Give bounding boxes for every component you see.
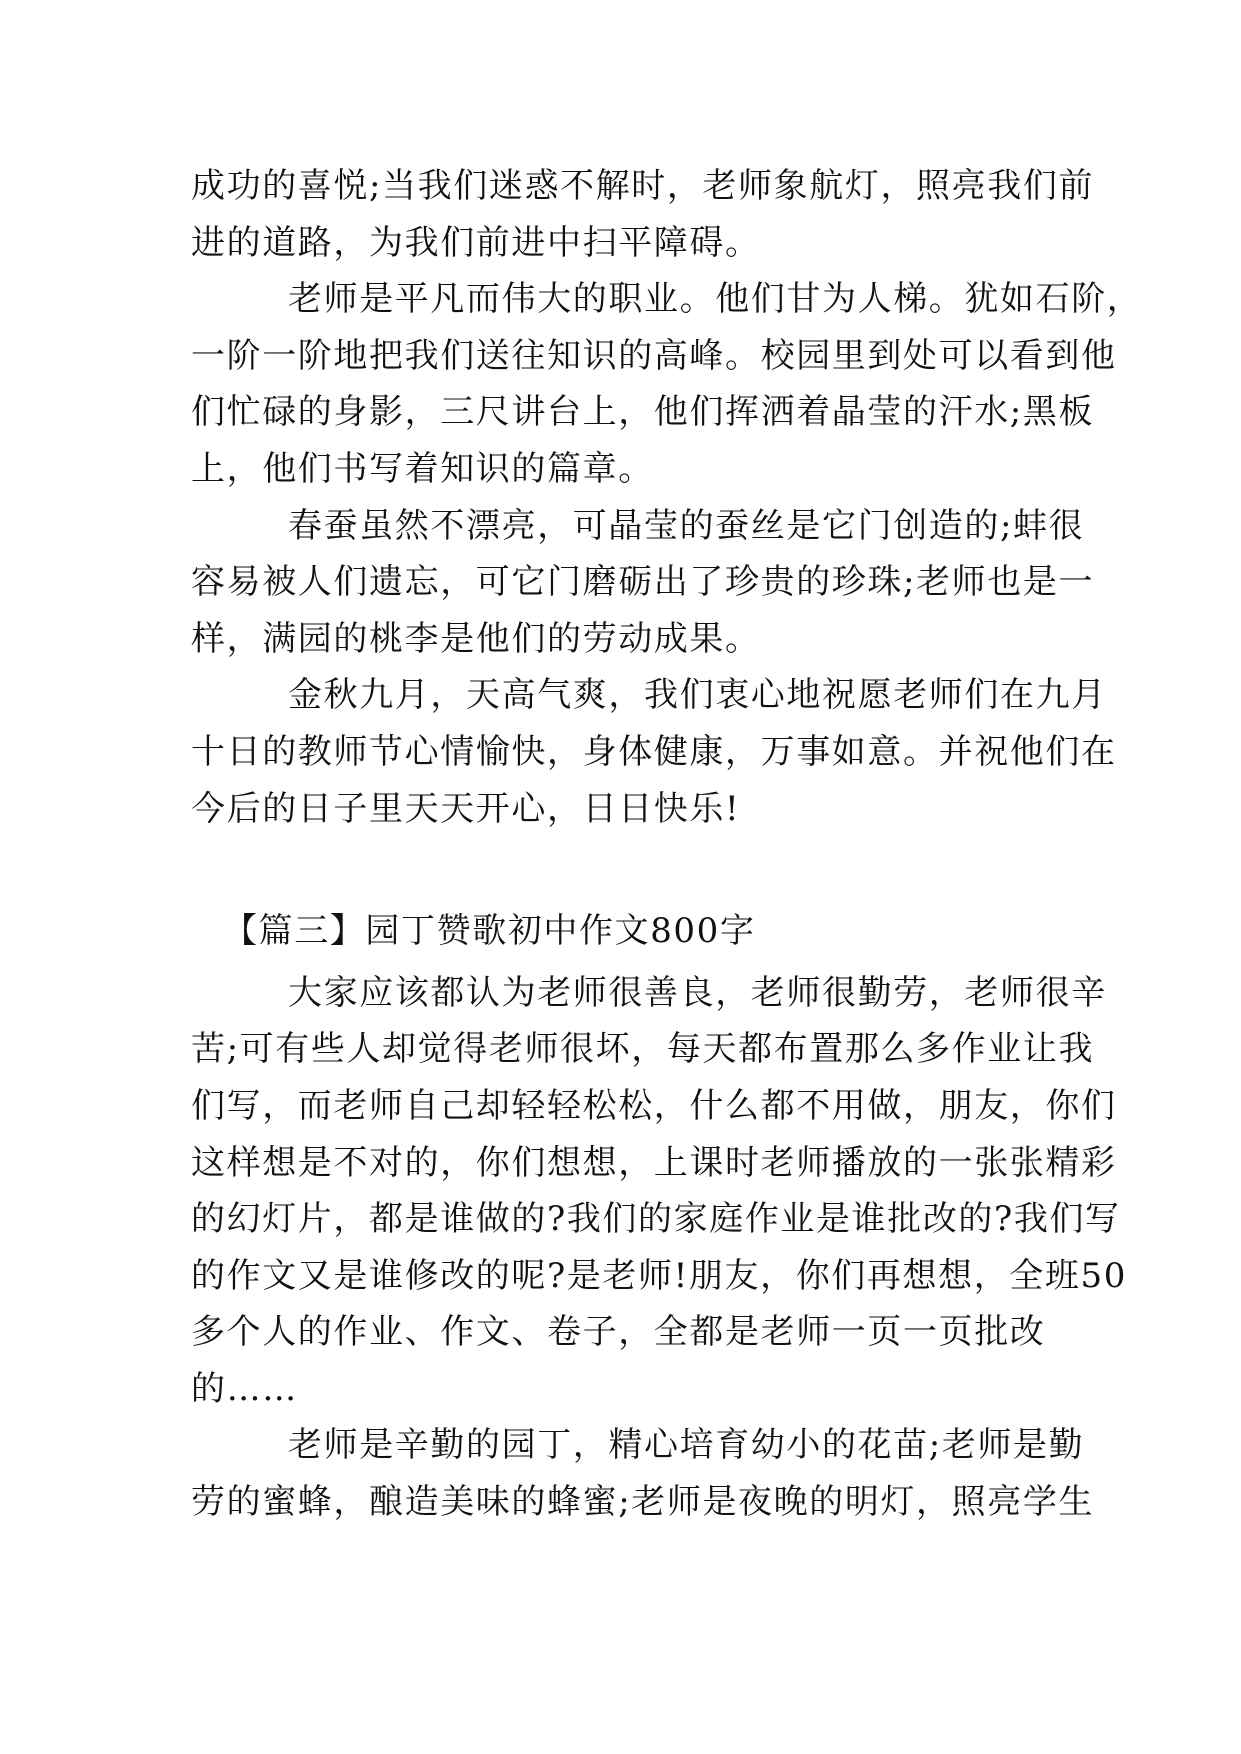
- text-line: 的……: [191, 1368, 298, 1409]
- document-body: [191, 158, 1143, 1531]
- text-line: 们忙碌的身影，三尺讲台上，他们挥洒着晶莹的汗水;黑板: [191, 392, 1095, 433]
- text-line: 苦;可有些人却觉得老师很坏，每天都布置那么多作业让我: [191, 1029, 1095, 1070]
- text-line: 一阶一阶地把我们送往知识的高峰。校园里到处可以看到他: [191, 335, 1117, 376]
- section-heading: 【篇三】园丁赞歌初中作文800字: [223, 911, 756, 952]
- text-line: 多个人的作业、作文、卷子，全都是老师一页一页批改: [191, 1312, 1046, 1353]
- paragraph: [191, 965, 1127, 1418]
- text-line: 成功的喜悦;当我们迷惑不解时，老师象航灯，照亮我们前: [191, 166, 1095, 206]
- text-line: 今后的日子里天天开心，日日快乐!: [191, 788, 741, 829]
- text-line: 春蚕虽然不漂亮，可晶莹的蚕丝是它门创造的;蚌很: [288, 505, 1085, 546]
- paragraph: [191, 271, 1143, 497]
- text-line: 们写，而老师自己却轻轻松松，什么都不用做，朋友，你们: [191, 1085, 1117, 1126]
- text-line: 金秋九月，天高气爽，我们衷心地祝愿老师们在九月: [288, 675, 1107, 716]
- text-line: 这样想是不对的，你们想想，上课时老师播放的一张张精彩: [191, 1142, 1117, 1183]
- text-line: 上，他们书写着知识的篇章。: [191, 448, 654, 489]
- text-line: 大家应该都认为老师很善良，老师很勤劳，老师很辛: [288, 972, 1107, 1013]
- paragraph: [191, 158, 1095, 271]
- text-line: 进的道路，为我们前进中扫平障碍。: [191, 222, 761, 263]
- paragraph: [191, 1417, 1095, 1530]
- text-line: 样，满园的桃李是他们的劳动成果。: [191, 618, 761, 659]
- paragraph: [191, 667, 1117, 837]
- text-line: 老师是平凡而伟大的职业。他们甘为人梯。犹如石阶，: [288, 279, 1143, 320]
- paragraph: [191, 498, 1095, 668]
- text-line: 的幻灯片，都是谁做的?我们的家庭作业是谁批改的?我们写: [191, 1199, 1121, 1240]
- text-line: 劳的蜜蜂，酿造美味的蜂蜜;老师是夜晚的明灯，照亮学生: [191, 1482, 1095, 1523]
- text-line: 十日的教师节心情愉快，身体健康，万事如意。并祝他们在: [191, 731, 1117, 772]
- text-line: 老师是辛勤的园丁，精心培育幼小的花苗;老师是勤: [288, 1425, 1085, 1466]
- text-line: 的作文又是谁修改的呢?是老师!朋友，你们再想想，全班50: [191, 1255, 1127, 1296]
- text-line: 容易被人们遗忘，可它门磨砺出了珍贵的珍珠;老师也是一: [191, 562, 1095, 603]
